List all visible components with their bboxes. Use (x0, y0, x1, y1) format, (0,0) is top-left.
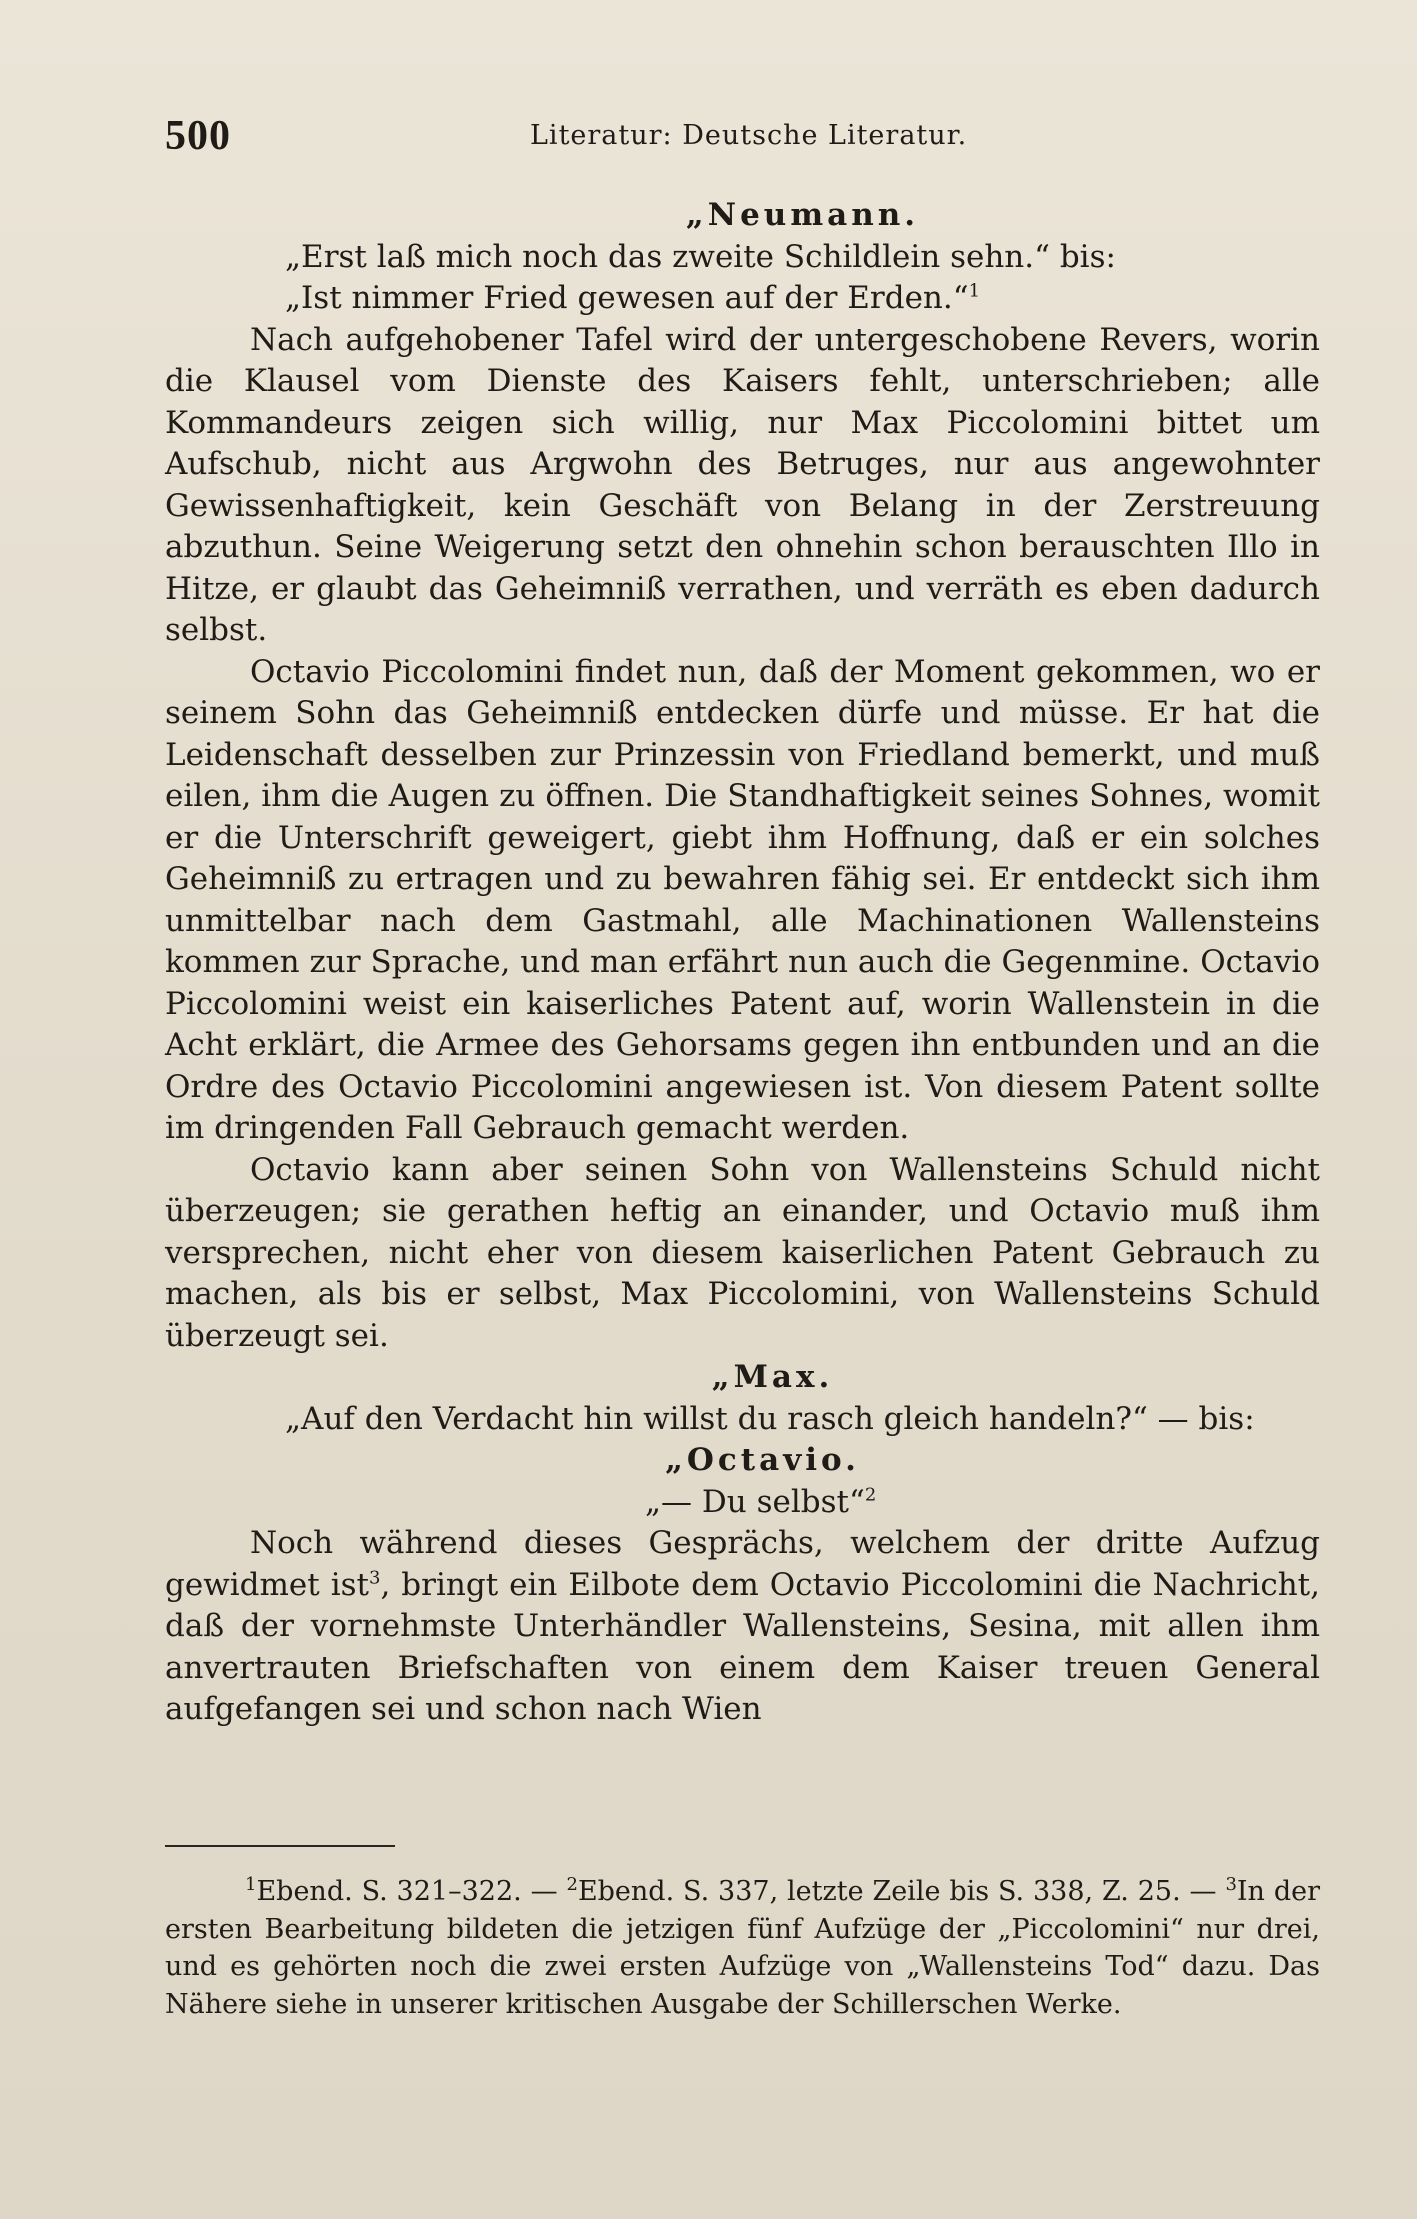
speaker-octavio: „Octavio. (665, 1442, 860, 1478)
paragraph: Octavio Piccolomini findet nun, daß der Moment gekommen, wo er seinem Sohn das Geheimniß entdecken dürfe und müsse. Er hat die Leidenschaft desselben zur Prinzessin von Friedland bemerkt, und muß eilen, ihm die Augen zu öffnen. Die Standhaftigkeit seines Sohnes, womit er die Unterschrift geweigert, giebt ihm Hoffnung, daß er ein solches Geheimniß zu ertragen und zu bewahren fähig sei. Er entdeckt sich ihm unmittelbar nach dem Gastmahl, alle Machinationen Wallensteins kommen zur Sprache, und man erfährt nun auch die Gegenmine. Octavio Piccolomini weist ein kaiserliches Patent auf, worin Wallenstein in die Acht erklärt, die Armee des Gehorsams gegen ihn entbunden und an die Ordre des Octavio Piccolomini angewiesen ist. Von diesem Patent sollte im dringenden Fall Gebrauch gemacht werden. (165, 653, 1320, 1146)
speaker-max: „Max. (711, 1359, 834, 1395)
running-head: Literatur: Deutsche Literatur. (530, 120, 968, 151)
footnote-text: Ebend. S. 337, letzte Zeile bis S. 338, Z. 25. — (577, 1876, 1226, 1907)
footnote-text: In der ersten Bearbeitung bildeten die jetzigen fünf Aufzüge der „Piccolomini“ nur drei, und es gehörten noch die zwei ersten Aufzüge von „Wallensteins Tod“ dazu. Das Nähere siehe in unserer kritischen Ausgabe der Schillerschen Werke. (165, 1876, 1320, 2020)
paragraph: Nach aufgehobener Tafel wird der untergeschobene Revers, worin die Klausel vom Dienste des Kaisers fehlt, unterschrieben; alle Kommandeurs zeigen sich willig, nur Max Piccolomini bittet um Aufschub, nicht aus Argwohn des Betruges, nur aus angewohnter Gewissenhaftigkeit, kein Geschäft von Belang in der Zerstreuung abzuthun. Seine Weigerung setzt den ohnehin schon berauschten Illo in Hitze, er glaubt das Geheimniß verrathen, und verräth es eben dadurch selbst. (165, 321, 1320, 648)
footnote-marker: 3 (368, 1567, 381, 1589)
citation-text: „Ist nimmer Fried gewesen auf der Erden.“ (285, 280, 969, 316)
paragraph: Octavio kann aber seinen Sohn von Wallensteins Schuld nicht überzeugen; sie gerathen heftig an einander, und Octavio muß ihm versprechen, nicht eher von diesem kaiserlichen Patent Gebrauch zu machen, als bis er selbst, Max Piccolomini, von Wallensteins Schuld überzeugt sei. (165, 1151, 1320, 1354)
footnote-block (165, 1873, 1320, 2023)
page-number: 500 (165, 113, 231, 159)
footnote-text: Ebend. S. 321–322. — (256, 1876, 567, 1907)
speaker-neumann: „Neumann. (685, 197, 920, 233)
footnote-marker: 1 (968, 280, 981, 302)
footnote-number: 1 (245, 1874, 257, 1895)
paragraph-text: Noch während dieses Gesprächs, welchem der dritte Aufzug gewidmet ist (165, 1525, 1320, 1603)
footnotes (165, 1873, 1320, 2023)
body-text (165, 195, 1320, 1731)
footnote-number: 3 (1225, 1874, 1237, 1895)
paragraph-text: , bringt ein Eilbote dem Octavio Piccolomini die Nachricht, daß der vornehmste Unterhändler Wallensteins, Sesina, mit allen ihm anvertrauten Briefschaften von einem dem Kaiser treuen General aufgefangen sei und schon nach Wien (165, 1566, 1320, 1727)
footnote-number: 2 (566, 1874, 578, 1895)
citation-text: „— Du selbst“ (645, 1483, 865, 1520)
page-header (165, 112, 1320, 162)
footnote-marker: 2 (864, 1484, 877, 1506)
paragraph (165, 1523, 1320, 1731)
citation-line: „Auf den Verdacht hin willst du rasch gleich handeln?“ — bis: (285, 1400, 1255, 1437)
citation-line (165, 278, 1320, 320)
citation-line: „Erst laß mich noch das zweite Schildlein sehn.“ bis: (285, 238, 1116, 275)
footnote-rule (165, 1845, 395, 1847)
citation-line (165, 1482, 1320, 1524)
